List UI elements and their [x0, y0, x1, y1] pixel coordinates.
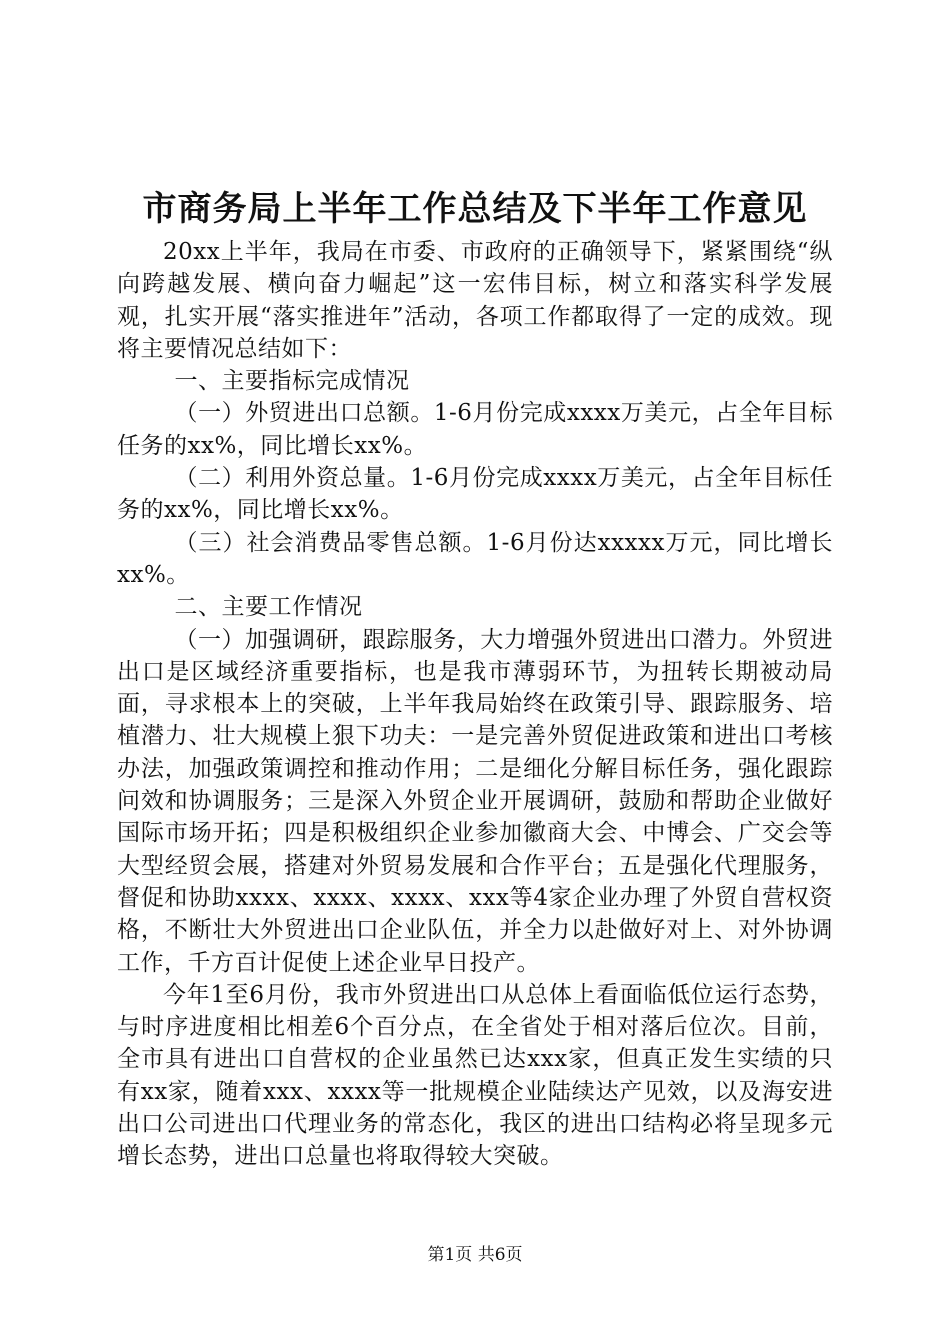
work-paragraph-1: （一）加强调研，跟踪服务，大力增强外贸进出口潜力。外贸进出口是区域经济重要指标，也是我市薄弱环节，为扭转长期被动局面，寻求根本上的突破，上半年我局始终在政策引导、跟踪服务、培植潜力、壮大规模上狠下功夫：一是完善外贸促进政策和进出口考核办法，加强政策调控和推动作用；二是细化分解目标任务，强化跟踪问效和协调服务；三是深入外贸企业开展调研，鼓励和帮助企业做好国际市场开拓；四是积极组织企业参加徽商大会、中博会、广交会等大型经贸会展，搭建对外贸易发展和合作平台；五是强化代理服务，督促和协助xxxx、xxxx、xxxx、xxx等4家企业办理了外贸自营权资格，不断壮大外贸进出口企业队伍，并全力以赴做好对上、对外协调工作，千方百计促使上述企业早日投产。 — [117, 626, 833, 976]
section-heading-2: 二、主要工作情况 — [174, 594, 363, 621]
indicator-paragraph-3: （三）社会消费品零售总额。1-6月份达xxxxx万元，同比增长xx%。 — [117, 529, 833, 588]
indicator-paragraph-2: （二）利用外资总量。1-6月份完成xxxx万美元，占全年目标任务的xx%，同比增长xx%。 — [117, 465, 833, 524]
indicator-paragraph-1: （一）外贸进出口总额。1-6月份完成xxxx万美元，占全年目标任务的xx%，同比增长xx%。 — [117, 400, 833, 459]
section-heading-1: 一、主要指标完成情况 — [174, 368, 410, 395]
intro-paragraph: 20xx上半年，我局在市委、市政府的正确领导下，紧紧围绕“纵向跨越发展、横向奋力崛起”这一宏伟目标，树立和落实科学发展观，扎实开展“落实推进年”活动，各项工作都取得了一定的成效。现将主要情况总结如下： — [117, 239, 833, 362]
work-paragraph-2: 今年1至6月份，我市外贸进出口从总体上看面临低位运行态势，与时序进度相比相差6个百分点，在全省处于相对落后位次。目前，全市具有进出口自营权的企业虽然已达xxx家，但真正发生实绩的只有xx家，随着xxx、xxxx等一批规模企业陆续达产见效，以及海安进出口公司进出口代理业务的常态化，我区的进出口结构必将呈现多元增长态势，进出口总量也将取得较大突破。 — [117, 981, 833, 1170]
document-title: 市商务局上半年工作总结及下半年工作意见 — [142, 189, 808, 229]
page-footer: 第1页 共6页 — [427, 1245, 523, 1265]
document-body — [117, 236, 833, 1173]
